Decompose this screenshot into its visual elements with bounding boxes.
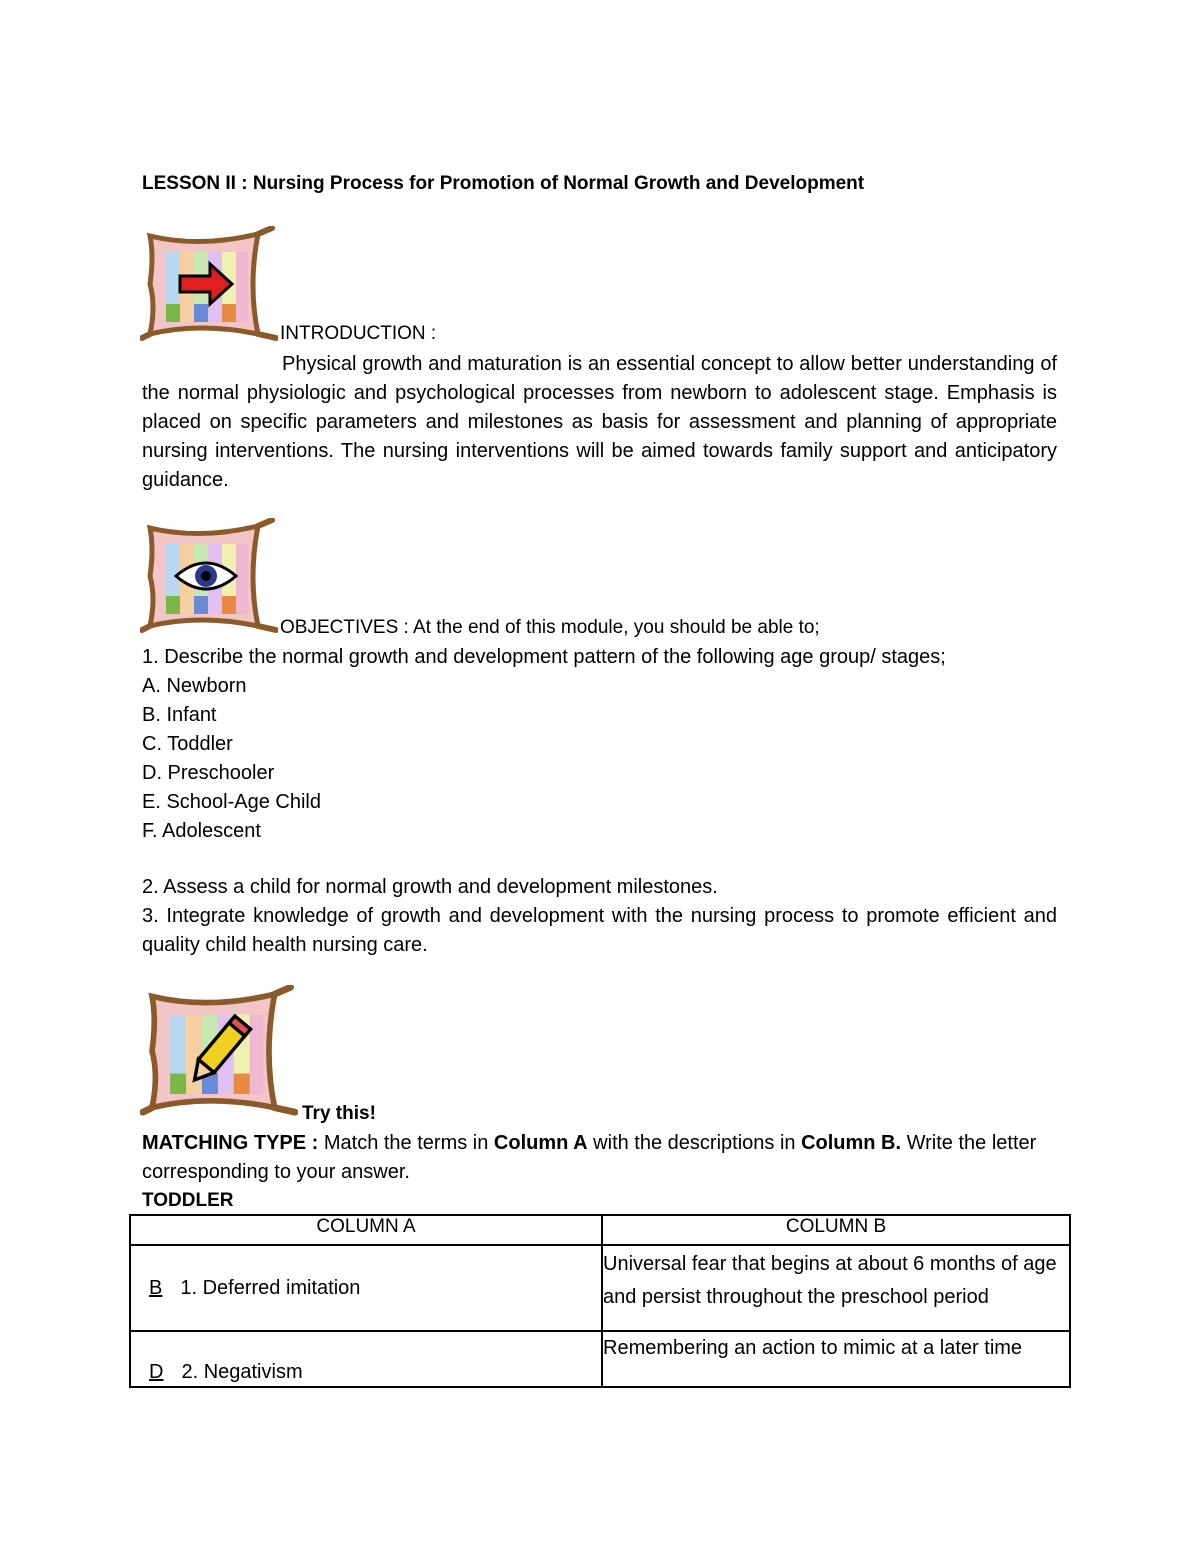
stage-list [142,672,321,846]
answer-blank[interactable]: B [149,1276,163,1299]
matching-type-label: MATCHING TYPE : [142,1132,319,1154]
section-label: TODDLER [142,1190,234,1211]
stage-item: C. Toddler [142,733,233,755]
column-b-header: COLUMN B [602,1215,1070,1245]
matching-instruction [142,1129,1042,1187]
pencil-banner-icon [140,985,298,1119]
term-text: 2. Negativism [181,1361,303,1383]
try-this-heading: Try this! [302,1103,376,1124]
description-cell: Remembering an action to mimic at a later time [602,1331,1070,1387]
table-row [130,1245,1070,1331]
stage-item: B. Infant [142,704,217,726]
term-cell [130,1245,602,1331]
instruction-text: Match the terms in [318,1132,494,1154]
objective-3: 3. Integrate knowledge of growth and development with the nursing process to promote efficient and quality child health nursing care. [142,905,1057,956]
introduction-paragraph: Physical growth and maturation is an essential concept to allow better understanding of the normal physiologic and psychological processes from newborn to adolescent stage. Emphasis is placed on specific parameters and milestones as basis for assessment and planning of appropriate nursing interventions. The nursing interventions will be aimed towards family support and anticipatory guidance. [142,353,1057,491]
description-cell: Universal fear that begins at about 6 months of age and persist throughout the preschool period [602,1245,1070,1331]
answer-blank[interactable]: D [149,1361,164,1383]
instruction-text: with the descriptions in [587,1132,802,1154]
objectives-heading: OBJECTIVES : At the end of this module, you should be able to; [280,617,820,638]
introduction-heading: INTRODUCTION : [280,323,437,344]
column-a-header: COLUMN A [130,1215,602,1245]
objective-1: 1. Describe the normal growth and development pattern of the following age group/ stages; [142,646,946,668]
stage-item: D. Preschooler [142,762,275,784]
matching-table [129,1214,1071,1388]
arrow-banner-icon [140,226,278,344]
term-cell [130,1331,602,1387]
eye-banner-icon [140,518,278,636]
stage-item: E. School-Age Child [142,791,321,813]
instruction-text: Write the letter corresponding to your answer. [142,1132,1037,1183]
table-header-row [130,1215,1070,1245]
column-a-reference: Column A [493,1132,588,1154]
table-row [130,1331,1070,1387]
stage-item: F. Adolescent [142,820,261,842]
stage-item: A. Newborn [142,675,247,697]
objective-2: 2. Assess a child for normal growth and development milestones. [142,876,718,898]
lesson-title: LESSON II : Nursing Process for Promotion of Normal Growth and Development [142,173,865,194]
term-text: 1. Deferred imitation [180,1276,361,1299]
column-b-reference: Column B. [801,1132,902,1154]
